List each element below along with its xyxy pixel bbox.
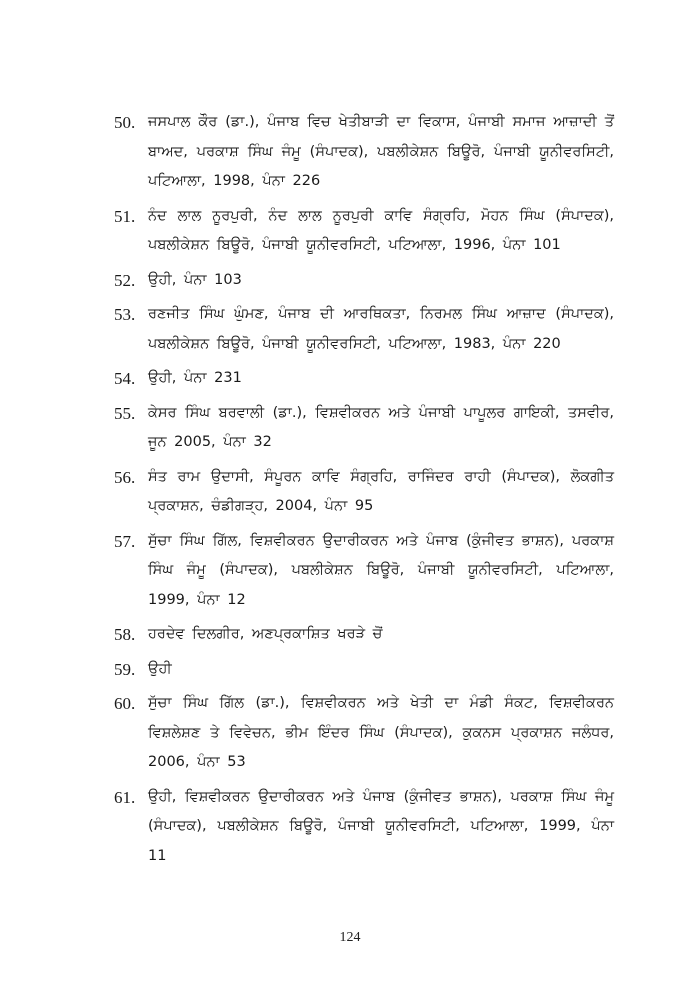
endnote-50 [114,108,614,197]
note-number: 51. [114,206,136,226]
note-number: 61. [114,787,136,807]
note-text: ਉਹੀ, ਪੰਨਾ 231 [148,370,242,386]
endnote-56 [114,463,614,522]
page-number: 124 [339,930,361,945]
note-text: ਉਹੀ, ਵਿਸ਼ਵੀਕਰਨ ਉਦਾਰੀਕਰਨ ਅਤੇ ਪੰਜਾਬ (ਕੁੰਜੀਵਤ ਭਾਸ਼ਨ), ਪਰਕਾਸ਼ ਸਿੰਘ ਜੰਮੂ (ਸੰਪਾਦਕ), ਪਬਲੀਕੇਸ਼ਨ ਬਿਊਰੋ, ਪੰਜਾਬੀ ਯੂਨੀਵਰਸਿਟੀ, ਪਟਿਆਲਾ, 1999, ਪੰਨਾ 11 [148,788,614,864]
note-number: 52. [114,270,136,290]
endnote-54 [114,364,614,394]
endnotes-list [114,108,614,876]
note-number: 50. [114,113,136,132]
note-number: 58. [114,625,136,644]
note-number: 56. [114,467,136,487]
note-number: 55. [114,403,136,423]
note-text: ਰਣਜੀਤ ਸਿੰਘ ਘੁੰਮਣ, ਪੰਜਾਬ ਦੀ ਆਰਥਿਕਤਾ, ਨਿਰਮਲ ਸਿੰਘ ਆਜ਼ਾਦ (ਸੰਪਾਦਕ), ਪਬਲੀਕੇਸ਼ਨ ਬਿਊਰੋ, ਪੰਜਾਬੀ ਯੂਨੀਵਰਸਿਟੀ, ਪਟਿਆਲਾ, 1983, ਪੰਨਾ 220 [148,306,614,352]
note-text: ਨੰਦ ਲਾਲ ਨੂਰਪੁਰੀ, ਨੰਦ ਲਾਲ ਨੂਰਪੁਰੀ ਕਾਵਿ ਸੰਗ੍ਰਹਿ, ਮੋਹਨ ਸਿੰਘ (ਸੰਪਾਦਕ), ਪਬਲੀਕੇਸ਼ਨ ਬਿਊਰੋ, ਪੰਜਾਬੀ ਯੂਨੀਵਰਸਿਟੀ, ਪਟਿਆਲਾ, 1996, ਪੰਨਾ 101 [148,207,614,253]
endnote-53 [114,300,614,359]
endnote-55 [114,399,614,458]
note-text: ਕੇਸਰ ਸਿੰਘ ਬਰਵਾਲੀ (ਡਾ.), ਵਿਸ਼ਵੀਕਰਨ ਅਤੇ ਪੰਜਾਬੀ ਪਾਪੂਲਰ ਗਾਇਕੀ, ਤਸਵੀਰ, ਜੂਨ 2005, ਪੰਨਾ 32 [148,404,614,450]
endnote-57 [114,527,614,616]
endnote-61 [114,783,614,872]
note-number: 57. [114,531,136,551]
note-number: 53. [114,305,136,324]
note-text: ਸੁੱਚਾ ਸਿੰਘ ਗਿੱਲ (ਡਾ.), ਵਿਸ਼ਵੀਕਰਨ ਅਤੇ ਖੇਤੀ ਦਾ ਮੰਡੀ ਸੰਕਟ, ਵਿਸ਼ਵੀਕਰਨ ਵਿਸ਼ਲੇਸ਼ਣ ਤੇ ਵਿਵੇਚਨ, ਭੀਮ ਇੰਦਰ ਸਿੰਘ (ਸੰਪਾਦਕ), ਕੁਕਨਸ ਪ੍ਰਕਾਸ਼ਨ ਜਲੰਧਰ, 2006, ਪੰਨਾ 53 [148,695,614,770]
note-text: ਸੰਤ ਰਾਮ ਉਦਾਸੀ, ਸੰਪੂਰਨ ਕਾਵਿ ਸੰਗ੍ਰਹਿ, ਰਾਜਿੰਦਰ ਰਾਹੀ (ਸੰਪਾਦਕ), ਲੋਕਗੀਤ ਪ੍ਰਕਾਸ਼ਨ, ਚੰਡੀਗੜ੍ਹ, 2004, ਪੰਨਾ 95 [148,468,614,514]
note-text: ਜਸਪਾਲ ਕੌਰ (ਡਾ.), ਪੰਜਾਬ ਵਿਚ ਖੇਤੀਬਾੜੀ ਦਾ ਵਿਕਾਸ, ਪੰਜਾਬੀ ਸਮਾਜ ਆਜ਼ਾਦੀ ਤੋਂ ਬਾਅਦ, ਪਰਕਾਸ਼ ਸਿੰਘ ਜੰਮੂ (ਸੰਪਾਦਕ), ਪਬਲੀਕੇਸ਼ਨ ਬਿਊਰੋ, ਪੰਜਾਬੀ ਯੂਨੀਵਰਸਿਟੀ, ਪਟਿਆਲਾ, 1998, ਪੰਨਾ 226 [148,114,614,189]
note-number: 54. [114,369,136,388]
endnote-51 [114,202,614,261]
note-number: 59. [114,659,136,679]
endnote-52 [114,266,614,296]
note-text: ਉਹੀ, ਪੰਨਾ 103 [148,271,242,288]
note-text: ਹਰਦੇਵ ਦਿਲਗੀਰ, ਅਣਪ੍ਰਕਾਸ਼ਿਤ ਖਰੜੇ ਚੋਂ [148,626,383,642]
endnote-58 [114,620,614,650]
note-text: ਸੁੱਚਾ ਸਿੰਘ ਗਿੱਲ, ਵਿਸ਼ਵੀਕਰਨ ਉਦਾਰੀਕਰਨ ਅਤੇ ਪੰਜਾਬ (ਕੁੰਜੀਵਤ ਭਾਸ਼ਨ), ਪਰਕਾਸ਼ ਸਿੰਘ ਜੰਮੂ (ਸੰਪਾਦਕ), ਪਬਲੀਕੇਸ਼ਨ ਬਿਊਰੋ, ਪੰਜਾਬੀ ਯੂਨੀਵਰਸਿਟੀ, ਪਟਿਆਲਾ, 1999, ਪੰਨਾ 12 [148,532,614,608]
endnote-59 [114,655,614,685]
note-text: ਉਹੀ [148,660,172,677]
endnote-60 [114,689,614,778]
note-number: 60. [114,694,136,713]
